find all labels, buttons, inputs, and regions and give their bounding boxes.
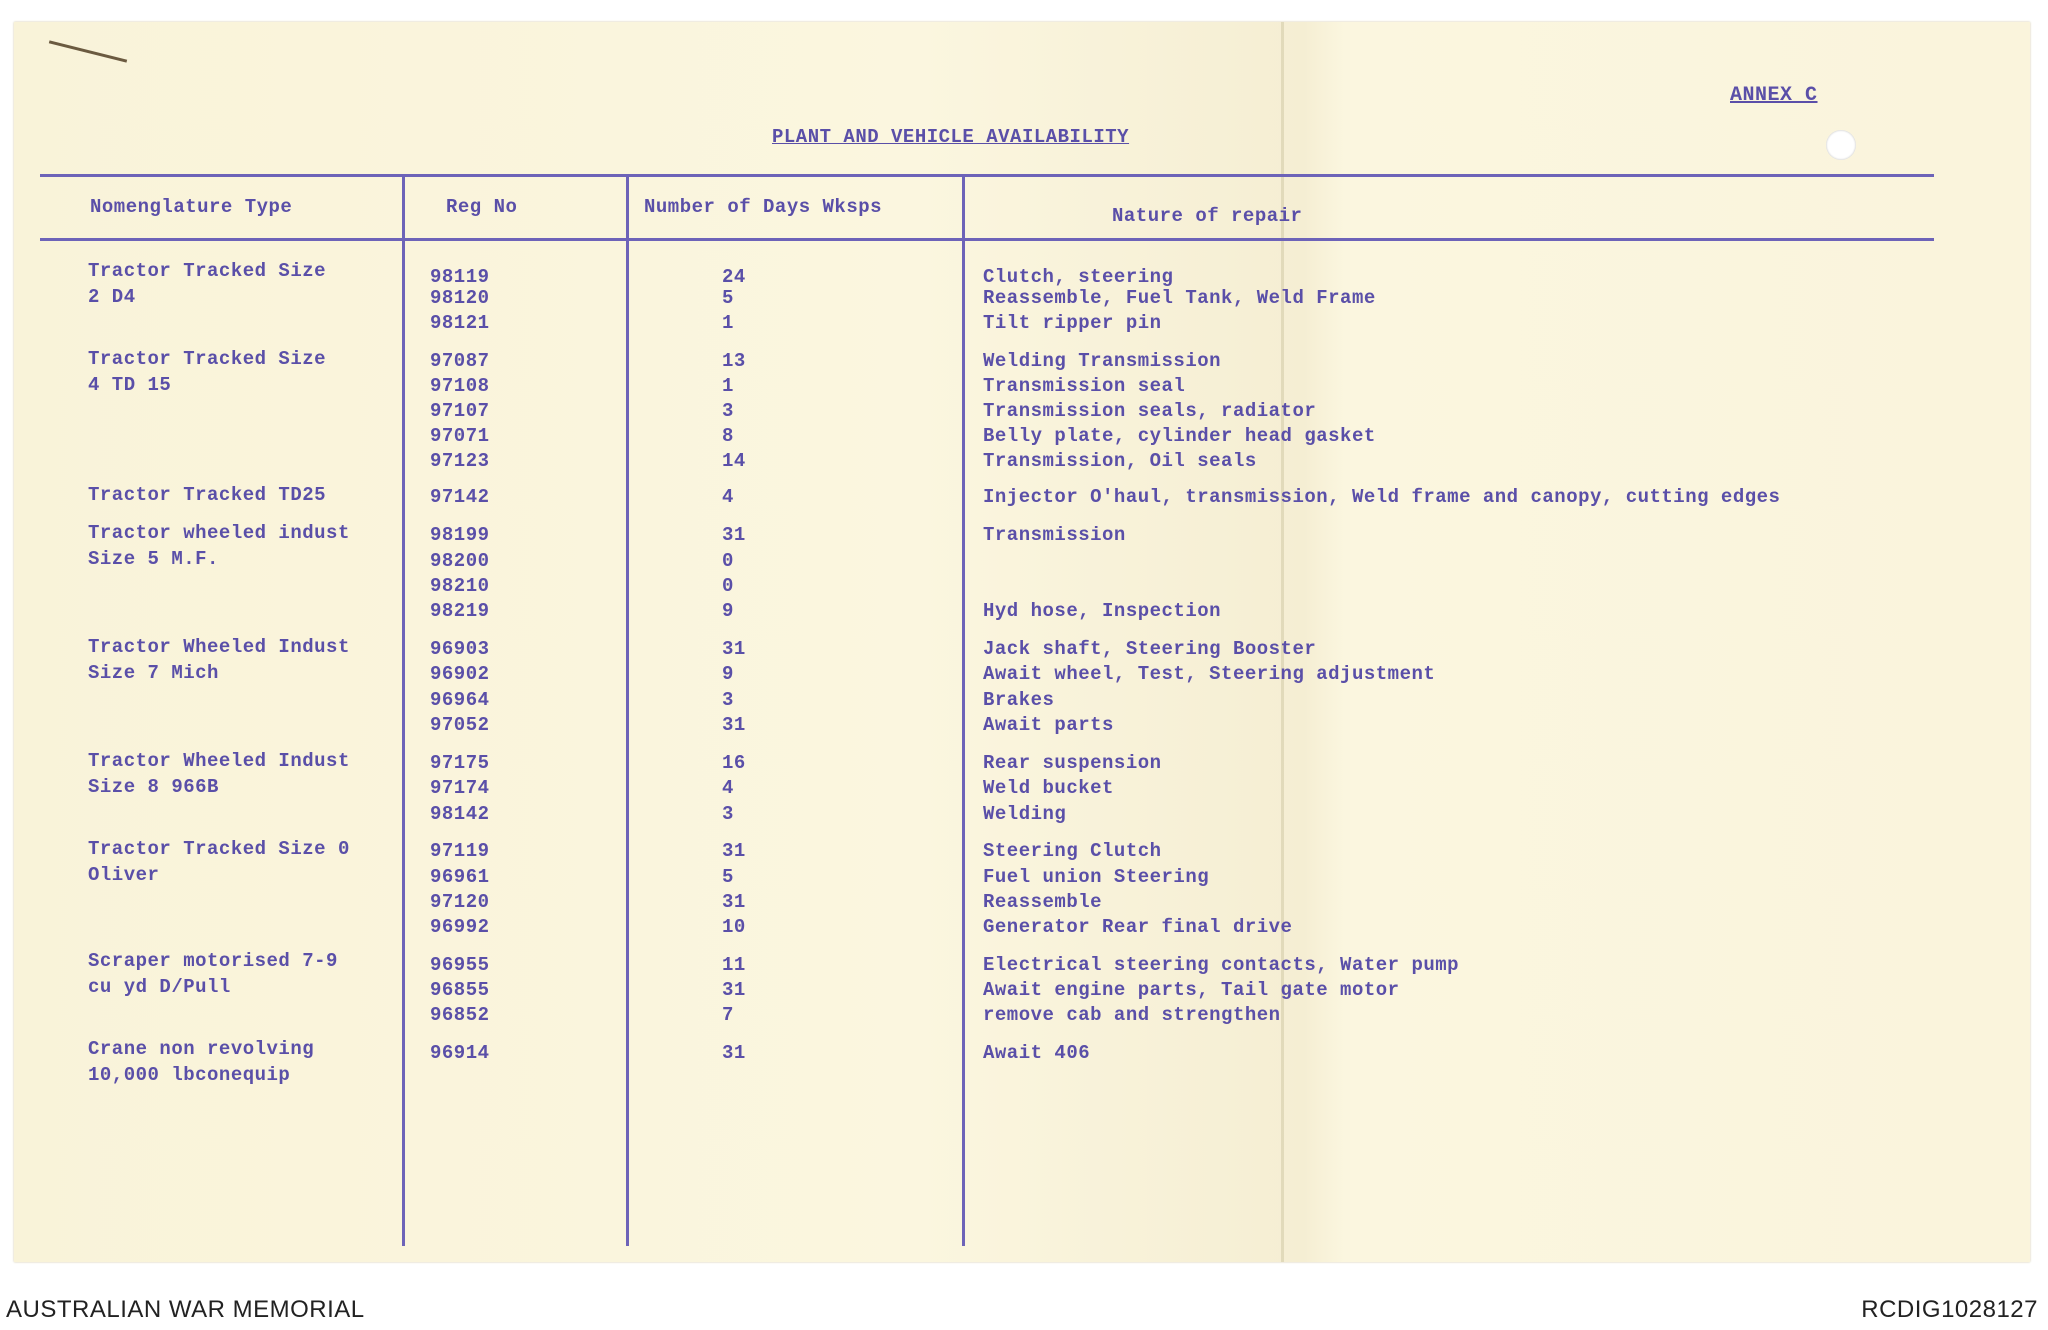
- cell-days: 10: [722, 916, 746, 938]
- cell-reg: 96855: [430, 979, 490, 1001]
- cell-reg: 96964: [430, 689, 490, 711]
- cell-days: 31: [722, 714, 746, 736]
- column-divider-2: [626, 176, 629, 1246]
- header-type: Nomenglature Type: [90, 196, 293, 218]
- cell-days: 3: [722, 689, 734, 711]
- cell-repair: Transmission seal: [983, 375, 1186, 397]
- cell-reg: 97052: [430, 714, 490, 736]
- cell-days: 0: [722, 575, 734, 597]
- cell-reg: 96903: [430, 638, 490, 660]
- cell-repair: Transmission seals, radiator: [983, 400, 1317, 422]
- cell-reg: 98121: [430, 312, 490, 334]
- cell-type: Tractor Tracked Size 0: [88, 838, 350, 860]
- cell-reg: 98120: [430, 287, 490, 309]
- header-days: Number of Days Wksps: [644, 196, 883, 218]
- table-top-rule: [40, 174, 1934, 177]
- cell-days: 16: [722, 752, 746, 774]
- cell-reg: 97119: [430, 840, 490, 862]
- cell-reg: 96914: [430, 1042, 490, 1064]
- cell-days: 31: [722, 979, 746, 1001]
- cell-reg: 96902: [430, 663, 490, 685]
- cell-reg: 98199: [430, 524, 490, 546]
- cell-days: 3: [722, 400, 734, 422]
- cell-repair: Await 406: [983, 1042, 1091, 1064]
- cell-type: Tractor Tracked Size: [88, 260, 327, 282]
- cell-repair: Electrical steering contacts, Water pump: [983, 954, 1460, 976]
- cell-days: 4: [722, 486, 734, 508]
- cell-reg: 97087: [430, 350, 490, 372]
- cell-reg: 97071: [430, 425, 490, 447]
- cell-type: cu yd D/Pull: [88, 976, 231, 998]
- cell-type: Oliver: [88, 864, 160, 886]
- cell-reg: 98142: [430, 803, 490, 825]
- cell-reg: 98219: [430, 600, 490, 622]
- cell-repair: Transmission, Oil seals: [983, 450, 1257, 472]
- column-divider-1: [402, 176, 405, 1246]
- cell-repair: Generator Rear final drive: [983, 916, 1293, 938]
- column-divider-3: [962, 176, 965, 1246]
- cell-repair: Rear suspension: [983, 752, 1162, 774]
- cell-reg: 97108: [430, 375, 490, 397]
- cell-reg: 98119: [430, 266, 490, 288]
- header-reg: Reg No: [446, 196, 518, 218]
- table-header-rule: [40, 238, 1934, 241]
- footer-reference: RCDIG1028127: [1861, 1296, 2038, 1323]
- cell-days: 9: [722, 600, 734, 622]
- cell-days: 5: [722, 287, 734, 309]
- cell-days: 1: [722, 375, 734, 397]
- cell-type: Tractor wheeled indust: [88, 522, 350, 544]
- cell-repair: Reassemble, Fuel Tank, Weld Frame: [983, 287, 1376, 309]
- cell-reg: 98200: [430, 550, 490, 572]
- cell-type: Size 5 M.F.: [88, 548, 219, 570]
- cell-type: Tractor Wheeled Indust: [88, 636, 350, 658]
- cell-days: 3: [722, 803, 734, 825]
- cell-repair: remove cab and strengthen: [983, 1004, 1281, 1026]
- cell-repair: Await wheel, Test, Steering adjustment: [983, 663, 1436, 685]
- cell-repair: Await parts: [983, 714, 1114, 736]
- annex-label: ANNEX C: [1730, 84, 1818, 107]
- cell-repair: Welding Transmission: [983, 350, 1222, 372]
- cell-reg: 96955: [430, 954, 490, 976]
- cell-days: 31: [722, 840, 746, 862]
- punch-hole: [1826, 130, 1856, 160]
- cell-reg: 96992: [430, 916, 490, 938]
- cell-days: 31: [722, 1042, 746, 1064]
- cell-type: Tractor Tracked TD25: [88, 484, 327, 506]
- cell-repair: Transmission: [983, 524, 1126, 546]
- cell-repair: Welding: [983, 803, 1067, 825]
- cell-type: 10,000 lbconequip: [88, 1064, 291, 1086]
- cell-days: 13: [722, 350, 746, 372]
- cell-type: 2 D4: [88, 286, 136, 308]
- cell-days: 31: [722, 524, 746, 546]
- cell-reg: 97123: [430, 450, 490, 472]
- cell-days: 4: [722, 777, 734, 799]
- cell-repair: Fuel union Steering: [983, 866, 1210, 888]
- cell-reg: 96961: [430, 866, 490, 888]
- cell-days: 14: [722, 450, 746, 472]
- cell-days: 1: [722, 312, 734, 334]
- cell-repair: Belly plate, cylinder head gasket: [983, 425, 1376, 447]
- cell-type: Scraper motorised 7-9: [88, 950, 338, 972]
- cell-repair: Tilt ripper pin: [983, 312, 1162, 334]
- cell-repair: Jack shaft, Steering Booster: [983, 638, 1317, 660]
- cell-repair: Brakes: [983, 689, 1055, 711]
- cell-type: 4 TD 15: [88, 374, 172, 396]
- cell-type: Crane non revolving: [88, 1038, 315, 1060]
- document-title: PLANT AND VEHICLE AVAILABILITY: [772, 126, 1130, 148]
- cell-type: Tractor Tracked Size: [88, 348, 327, 370]
- cell-days: 5: [722, 866, 734, 888]
- cell-repair: Hyd hose, Inspection: [983, 600, 1222, 622]
- header-repair: Nature of repair: [1112, 205, 1303, 227]
- cell-repair: Weld bucket: [983, 777, 1114, 799]
- cell-days: 7: [722, 1004, 734, 1026]
- cell-reg: 97174: [430, 777, 490, 799]
- cell-reg: 97107: [430, 400, 490, 422]
- cell-repair: Reassemble: [983, 891, 1103, 913]
- cell-type: Tractor Wheeled Indust: [88, 750, 350, 772]
- footer-source: AUSTRALIAN WAR MEMORIAL: [6, 1296, 365, 1323]
- cell-days: 31: [722, 638, 746, 660]
- cell-type: Size 8 966B: [88, 776, 219, 798]
- cell-reg: 97142: [430, 486, 490, 508]
- cell-repair: Clutch, steering: [983, 266, 1174, 288]
- cell-repair: Await engine parts, Tail gate motor: [983, 979, 1400, 1001]
- cell-repair: Steering Clutch: [983, 840, 1162, 862]
- cell-days: 24: [722, 266, 746, 288]
- cell-reg: 96852: [430, 1004, 490, 1026]
- cell-days: 31: [722, 891, 746, 913]
- cell-reg: 97175: [430, 752, 490, 774]
- cell-days: 0: [722, 550, 734, 572]
- cell-reg: 98210: [430, 575, 490, 597]
- cell-days: 11: [722, 954, 746, 976]
- cell-days: 9: [722, 663, 734, 685]
- cell-repair: Injector O'haul, transmission, Weld frame and canopy, cutting edges: [983, 486, 1781, 508]
- cell-reg: 97120: [430, 891, 490, 913]
- cell-days: 8: [722, 425, 734, 447]
- cell-type: Size 7 Mich: [88, 662, 219, 684]
